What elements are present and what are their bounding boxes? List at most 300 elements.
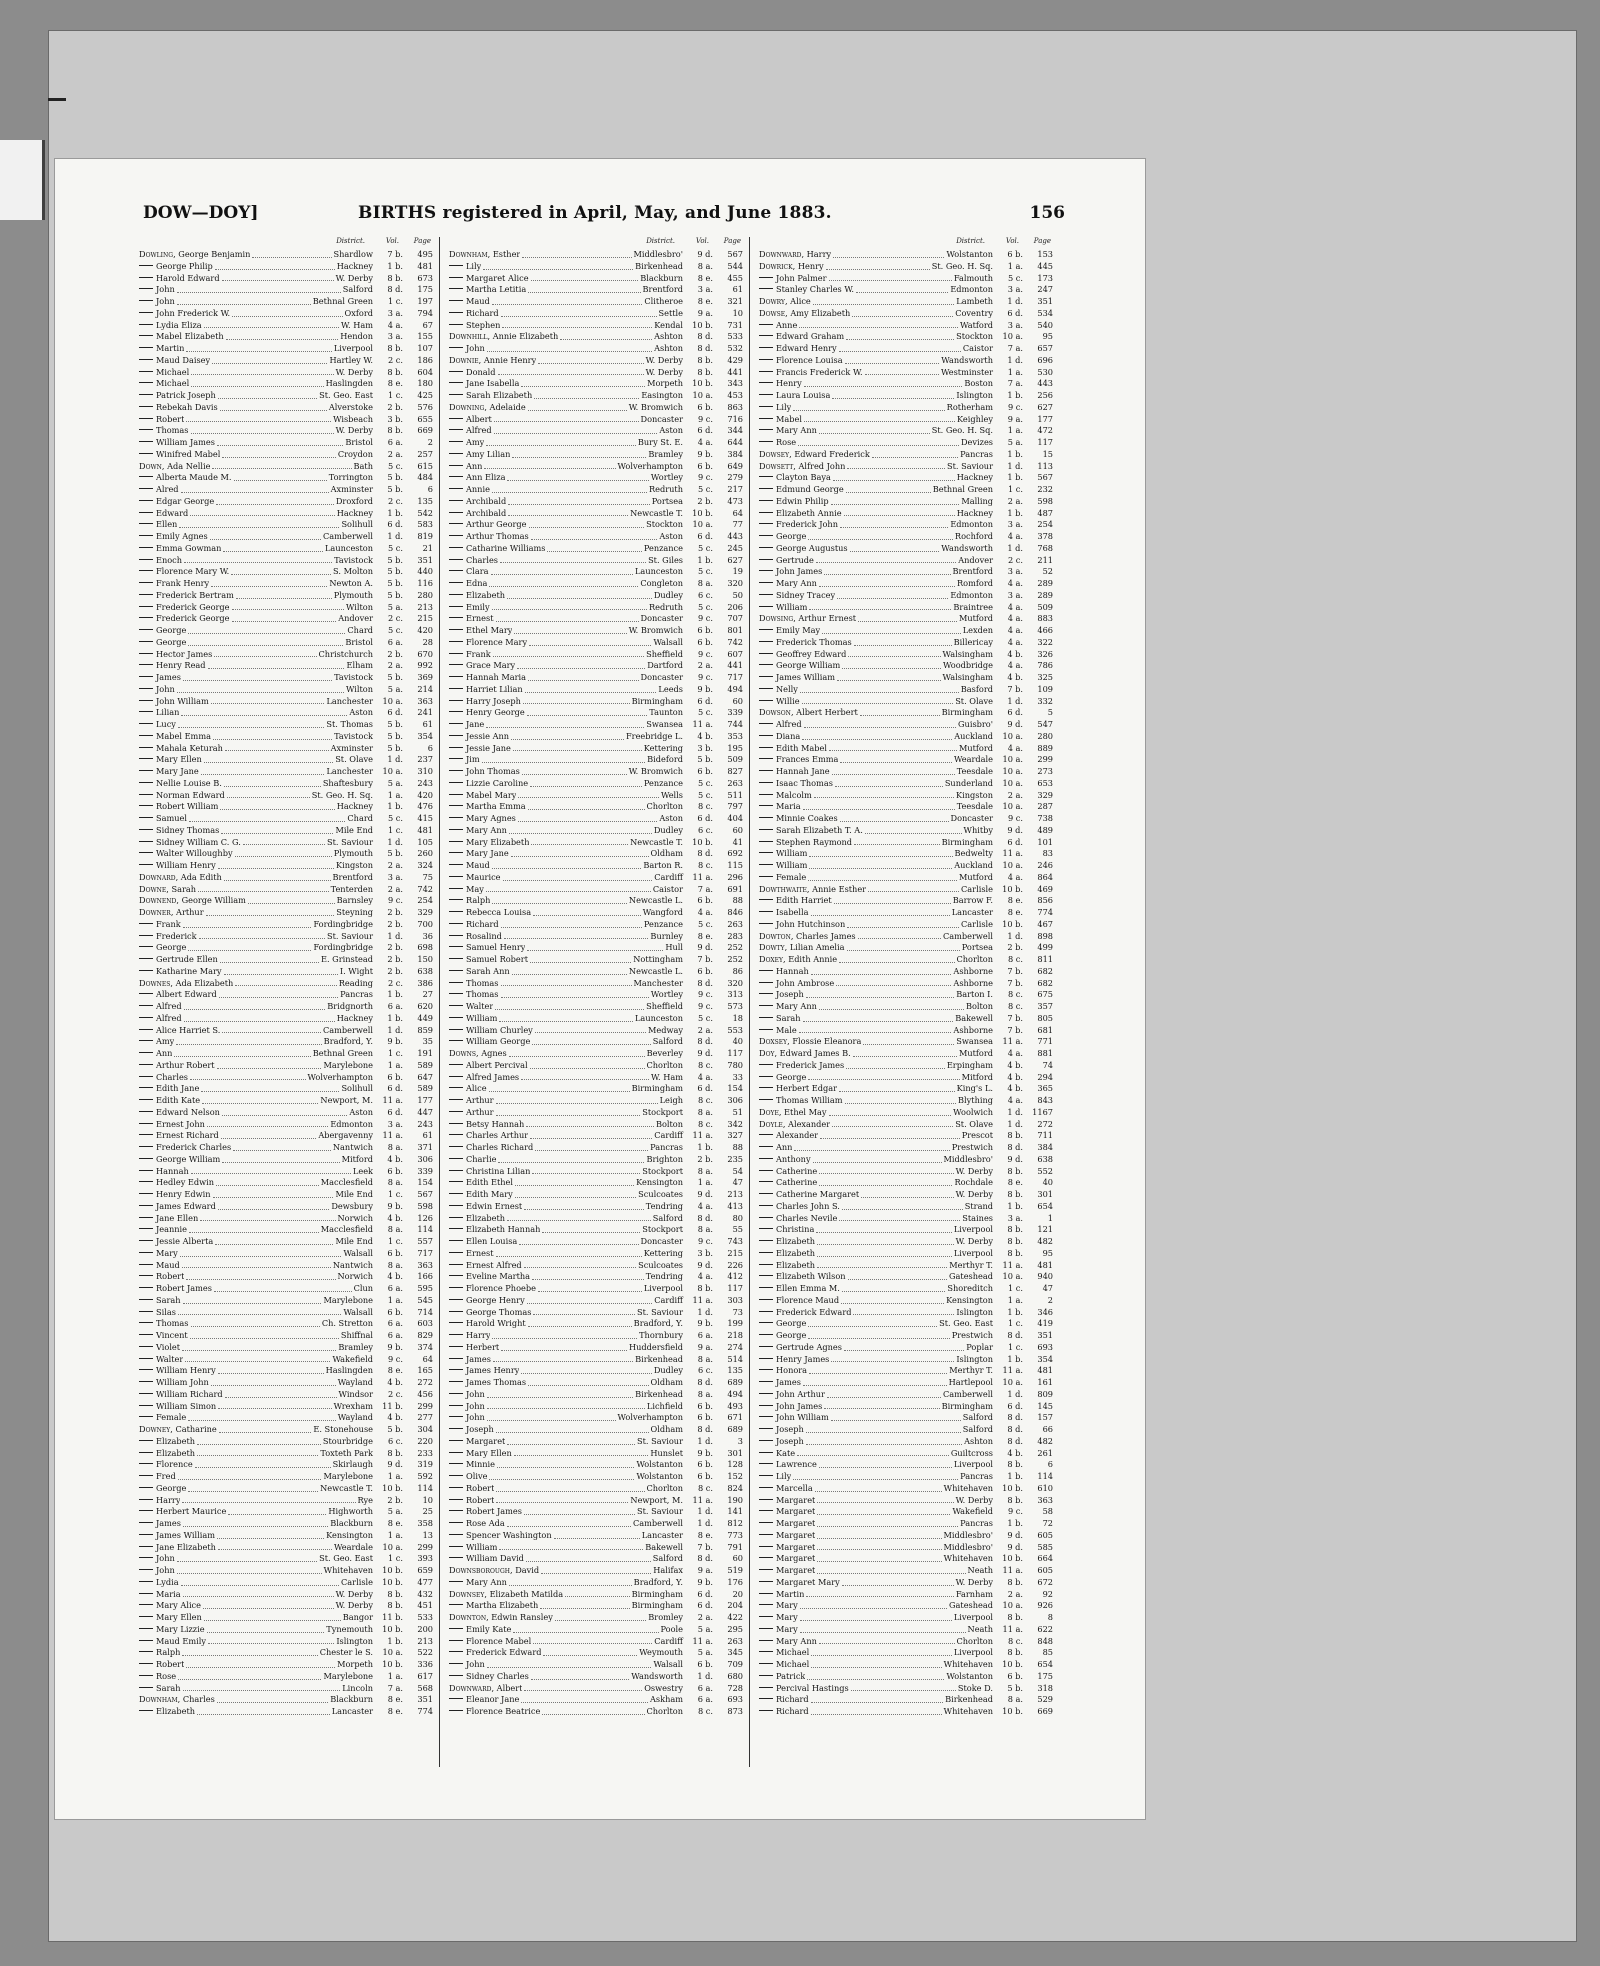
index-entry	[449, 825, 749, 837]
leader-dots	[189, 1224, 319, 1233]
index-entry	[139, 660, 439, 672]
entry-district: Blackburn	[640, 272, 683, 283]
entry-name	[139, 1154, 220, 1166]
ditto-dash	[759, 1698, 773, 1699]
entry-given-name: Maud	[466, 860, 490, 870]
entry-district: Christchurch	[318, 648, 373, 659]
index-entry	[139, 966, 439, 978]
entry-given-name: David	[515, 1565, 540, 1575]
entry-page: 321	[727, 296, 743, 306]
ditto-dash	[449, 1381, 463, 1382]
leader-dots	[234, 472, 327, 481]
entry-volume: 5 a.	[387, 777, 403, 788]
entry-name	[449, 449, 510, 461]
entry-page: 627	[1037, 401, 1053, 412]
entry-volume: 9 a.	[697, 1341, 713, 1352]
leader-dots	[528, 402, 627, 411]
entry-volume: 8 e.	[697, 296, 713, 306]
ditto-dash	[449, 1416, 463, 1417]
entry-volume: 8 b.	[387, 1447, 403, 1458]
entry-district: Wangford	[642, 907, 683, 917]
ditto-dash	[759, 277, 773, 278]
index-entry	[139, 1506, 439, 1518]
leader-dots	[201, 766, 325, 775]
entry-page: 657	[1037, 343, 1053, 353]
ditto-dash	[759, 1299, 773, 1300]
leader-dots	[248, 895, 335, 904]
entry-given-name: Florence Louisa	[776, 354, 843, 365]
leader-dots	[542, 1706, 644, 1715]
entry-name	[139, 1330, 188, 1342]
ditto-dash	[449, 1064, 463, 1065]
leader-dots	[844, 508, 955, 517]
ditto-dash	[449, 1275, 463, 1276]
entry-given-name: Robert	[156, 413, 185, 424]
ditto-dash	[449, 1264, 463, 1265]
entry-name	[139, 1048, 172, 1060]
entry-given-name: Alexander	[788, 1118, 831, 1129]
index-entry	[139, 754, 439, 766]
entry-page: 121	[1037, 1224, 1053, 1235]
entry-given-name: Hannah	[776, 965, 809, 976]
ditto-dash	[139, 1076, 153, 1077]
ditto-dash	[139, 500, 153, 501]
entry-volume: 6 d.	[697, 531, 713, 541]
entry-name	[449, 907, 531, 919]
entry-name	[139, 1201, 216, 1213]
leader-dots	[492, 1330, 637, 1339]
ditto-dash	[449, 300, 463, 301]
entry-volume: 8 b.	[1007, 1612, 1023, 1622]
entry-page: 226	[727, 1259, 743, 1270]
entry-name	[139, 1260, 180, 1272]
index-entry	[139, 907, 439, 919]
index-entry	[449, 801, 749, 813]
leader-dots	[806, 1424, 961, 1433]
entry-district: Chorlton	[956, 1635, 993, 1646]
leader-dots	[827, 1389, 941, 1398]
entry-volume: 6 b.	[697, 965, 713, 976]
entry-given-name: Emily Agnes	[156, 531, 208, 541]
entry-page: 422	[727, 1612, 743, 1622]
leader-dots	[804, 719, 956, 728]
entry-volume: 2 a.	[1007, 789, 1023, 800]
index-entry	[449, 472, 749, 484]
entry-district: Liverpool	[953, 1224, 993, 1235]
index-entry	[449, 1307, 749, 1319]
index-entry	[449, 555, 749, 567]
entry-page: 707	[727, 613, 743, 624]
entry-given-name: John	[466, 1388, 485, 1399]
entry-district: Bradford, Y.	[633, 1318, 683, 1329]
entry-given-name: Margaret	[466, 1435, 506, 1446]
ditto-dash	[449, 1193, 463, 1194]
leader-dots	[863, 1036, 954, 1045]
entry-given-name: Lydia	[156, 1576, 179, 1587]
index-entry	[759, 1483, 1059, 1495]
entry-volume: 8 c.	[698, 1482, 713, 1493]
index-entry	[139, 1495, 439, 1507]
entry-name	[449, 813, 516, 825]
entry-given-name: Marcella	[776, 1482, 813, 1493]
ditto-dash	[449, 1087, 463, 1088]
index-entry	[139, 484, 439, 496]
leader-dots	[565, 1589, 629, 1598]
entry-district: Islington	[956, 1353, 993, 1364]
entry-name	[139, 1624, 205, 1636]
entry-given-name: Rosalind	[466, 930, 502, 941]
entry-page: 654	[1037, 1659, 1053, 1669]
ditto-dash	[139, 1534, 153, 1535]
entry-page: 511	[727, 789, 743, 800]
entry-given-name: Stephen	[466, 319, 501, 330]
entry-page: 482	[1037, 1435, 1053, 1446]
entry-given-name: Arthur	[466, 1106, 494, 1117]
entry-page: 113	[1037, 460, 1053, 471]
ditto-dash	[139, 664, 153, 665]
entry-volume: 4 b.	[387, 1271, 403, 1282]
entry-page: 166	[417, 1271, 433, 1282]
entry-name	[139, 813, 187, 825]
ditto-dash	[759, 735, 773, 736]
entry-given-name: Ann	[776, 1142, 793, 1152]
entry-given-name: Isabella	[776, 907, 809, 917]
leader-dots	[872, 449, 958, 458]
entry-name: Downey, Catharine	[139, 1424, 217, 1434]
entry-district: Marylebone	[323, 1294, 373, 1305]
entry-volume: 10 b.	[1002, 1659, 1023, 1669]
entry-volume: 11 a.	[692, 719, 713, 729]
leader-dots	[492, 895, 627, 904]
leader-dots	[861, 1189, 953, 1198]
entry-district: Auckland	[954, 730, 993, 741]
index-entry	[139, 508, 439, 520]
index-entry	[449, 1213, 749, 1225]
index-entry	[759, 284, 1059, 296]
index-entry	[139, 414, 439, 426]
entry-district: Braintree	[953, 601, 993, 612]
ditto-dash	[449, 570, 463, 571]
entry-volume: 6 a.	[697, 1682, 713, 1693]
entry-page: 332	[1037, 695, 1053, 706]
entry-surname: Doyle	[759, 1118, 783, 1129]
entry-given-name: John William	[156, 695, 209, 706]
leader-dots	[513, 743, 642, 752]
entry-page: 310	[417, 766, 433, 776]
entry-district: Birkenhead	[635, 1353, 683, 1364]
entry-volume: 9 c.	[698, 989, 713, 1000]
ditto-dash	[139, 735, 153, 736]
leader-dots	[183, 1683, 341, 1692]
entry-volume: 6 d.	[387, 707, 403, 718]
entry-given-name: John Arthur	[776, 1388, 825, 1399]
entry-volume: 5 b.	[387, 730, 403, 741]
entry-given-name: Sarah	[156, 1682, 181, 1693]
ditto-dash	[759, 335, 773, 336]
entry-district: Medway	[648, 1024, 683, 1035]
entry-district: Solihull	[341, 519, 373, 530]
ditto-dash	[759, 782, 773, 783]
entry-district: Cardiff	[654, 1294, 683, 1305]
entry-given-name: Harold Edward	[156, 272, 220, 283]
ditto-dash	[139, 923, 153, 924]
entry-given-name: Jessie Ann	[466, 730, 510, 741]
entry-volume: 6 b.	[697, 1400, 713, 1411]
entry-name	[759, 1389, 825, 1401]
index-entry	[449, 919, 749, 931]
index-entry	[449, 1636, 749, 1648]
entry-volume: 10 a.	[1002, 730, 1023, 741]
entry-volume: 1 b.	[1007, 1471, 1023, 1481]
entry-volume: 1 c.	[388, 824, 403, 835]
entry-page: 812	[727, 1518, 743, 1528]
entry-given-name: Harriet Lilian	[466, 683, 523, 694]
entry-volume: 6 b.	[697, 1412, 713, 1423]
entry-name	[139, 425, 189, 437]
index-entry	[759, 1553, 1059, 1565]
entry-district: Alverstoke	[328, 401, 373, 412]
entry-name	[139, 1130, 219, 1142]
entry-volume: 1 c.	[1008, 1283, 1023, 1293]
entry-district: Pancras	[960, 448, 993, 459]
entry-page: 165	[417, 1365, 433, 1376]
ditto-dash	[139, 535, 153, 536]
entry-page: 484	[417, 472, 433, 483]
entry-page: 495	[417, 249, 433, 259]
entry-given-name: Henry Read	[156, 660, 206, 671]
index-entry	[139, 778, 439, 790]
entry-page: 2	[1047, 1294, 1053, 1305]
ditto-dash	[449, 641, 463, 642]
leader-dots	[183, 672, 332, 681]
index-entry	[759, 731, 1059, 743]
entry-name	[759, 1412, 829, 1424]
entry-page: 455	[727, 272, 743, 283]
entry-name	[449, 1459, 495, 1471]
entry-district: Leeds	[658, 683, 683, 694]
entry-district: Mile End	[335, 1189, 373, 1199]
index-entry	[139, 1271, 439, 1283]
leader-dots	[819, 1166, 953, 1175]
entry-name	[449, 1166, 530, 1178]
index-entry	[139, 1107, 439, 1119]
entry-name: Downsey, Elizabeth Matilda	[449, 1588, 564, 1599]
index-entry	[139, 1213, 439, 1225]
entry-volume: 2 a.	[387, 883, 403, 894]
entry-given-name: Henry James	[776, 1353, 830, 1364]
index-entry	[139, 1072, 439, 1084]
entry-page: 233	[417, 1447, 433, 1458]
entry-district: Bradford, Y.	[633, 1576, 683, 1587]
leader-dots	[840, 519, 948, 528]
ditto-dash	[139, 594, 153, 595]
ditto-dash	[139, 1557, 153, 1558]
entry-given-name: Charles James	[796, 930, 856, 941]
entry-given-name: Fred	[156, 1471, 176, 1481]
entry-given-name: Joseph	[776, 1424, 804, 1434]
entry-volume: 7 b.	[1007, 1024, 1023, 1035]
entry-volume: 9 c.	[1008, 813, 1023, 823]
leader-dots	[220, 954, 319, 963]
leader-dots	[204, 754, 333, 763]
leader-dots	[842, 1577, 954, 1586]
entry-name	[139, 637, 186, 649]
entry-surname: Dowling	[139, 249, 174, 259]
entry-name	[449, 1318, 526, 1330]
ditto-dash	[449, 888, 463, 889]
entry-district: Walsingham	[942, 672, 993, 682]
entry-name	[139, 1589, 181, 1601]
entry-name	[139, 625, 186, 637]
entry-name	[139, 1565, 175, 1577]
entry-given-name: Agnes	[481, 1048, 507, 1058]
ditto-dash	[139, 1217, 153, 1218]
entry-volume: 6 d.	[387, 519, 403, 530]
entry-volume: 11 a.	[1002, 1623, 1023, 1634]
entry-name	[759, 1448, 795, 1460]
entry-district: Askham	[650, 1694, 683, 1705]
index-entry	[139, 625, 439, 637]
leader-dots	[854, 837, 940, 846]
entry-given-name: Harry	[156, 1494, 181, 1505]
ditto-dash	[449, 993, 463, 994]
index-entry	[759, 261, 1059, 273]
entry-page: 28	[422, 636, 433, 647]
entry-name	[139, 496, 214, 508]
entry-surname: Doxsey	[759, 1036, 788, 1047]
entry-name	[759, 860, 807, 872]
entry-name	[449, 296, 490, 308]
entry-volume: 9 b.	[697, 683, 713, 694]
entry-surname: Doye	[759, 1106, 779, 1117]
entry-page: 669	[1037, 1706, 1053, 1716]
entry-district: Whitehaven	[323, 1565, 373, 1575]
entry-name: Dowse, Amy Elizabeth	[759, 307, 851, 318]
entry-volume: 1 b.	[387, 1635, 403, 1646]
entry-volume: 4 a.	[1007, 742, 1023, 753]
ditto-dash	[449, 277, 463, 278]
entry-district: St. Thomas	[326, 719, 373, 729]
entry-page: 154	[727, 1083, 743, 1094]
leader-dots	[222, 273, 334, 282]
entry-district: Skirlaugh	[332, 1459, 373, 1470]
entry-volume: 4 a.	[697, 1200, 713, 1211]
index-entry	[759, 249, 1059, 261]
entry-given-name: Hannah Jane	[776, 766, 830, 776]
leader-dots	[223, 543, 323, 552]
index-entry	[139, 801, 439, 813]
entry-district: Gateshead	[949, 1600, 993, 1611]
entry-volume: 8 d.	[697, 1212, 713, 1223]
entry-given-name: John Palmer	[776, 272, 827, 283]
leader-dots	[183, 919, 312, 928]
entry-name	[139, 860, 216, 872]
entry-given-name: Esther	[492, 249, 521, 259]
ditto-dash	[449, 1181, 463, 1182]
entry-district: Carlisle	[961, 883, 993, 894]
entry-district: Haslingden	[325, 1365, 373, 1376]
index-entry	[449, 414, 749, 426]
ditto-dash	[449, 1217, 463, 1218]
leader-dots	[527, 1295, 653, 1304]
ditto-dash	[449, 782, 463, 783]
leader-dots	[851, 1683, 956, 1692]
leader-dots	[841, 1295, 944, 1304]
ditto-dash	[139, 547, 153, 548]
entry-district: Pancras	[960, 1471, 993, 1481]
entry-name	[759, 1354, 829, 1366]
heading-vol: Vol.	[385, 237, 399, 245]
entry-page: 672	[1037, 1576, 1053, 1587]
index-entry	[449, 1260, 749, 1272]
entry-name	[759, 1201, 840, 1213]
leader-dots	[204, 1612, 341, 1621]
entry-given-name: Vincent	[156, 1330, 188, 1340]
entry-page: 245	[727, 542, 743, 553]
entry-district: Tendring	[645, 1200, 683, 1211]
entry-page: 378	[1037, 531, 1053, 541]
entry-district: Walsall	[343, 1306, 373, 1317]
entry-volume: 8 a.	[1007, 1694, 1023, 1705]
entry-name	[139, 989, 217, 1001]
entry-given-name: Jessie Alberta	[156, 1236, 214, 1246]
entry-volume: 1 d.	[697, 1670, 713, 1681]
entry-given-name: John Frederick W.	[156, 307, 231, 318]
leader-dots	[842, 660, 941, 669]
leader-dots	[216, 496, 334, 505]
entry-page: 303	[727, 1294, 743, 1305]
entry-name: Dowson, Albert Herbert	[759, 707, 858, 718]
entry-page: 453	[727, 390, 743, 400]
entry-name	[759, 1166, 817, 1178]
entry-volume: 1 c.	[388, 390, 403, 400]
leader-dots	[832, 390, 954, 399]
leader-dots	[184, 1013, 335, 1022]
entry-given-name: Edwin Ransley	[491, 1612, 553, 1622]
entry-page: 859	[417, 1024, 433, 1035]
entry-district: Cardiff	[654, 1130, 683, 1141]
leader-dots	[819, 1459, 952, 1468]
leader-dots	[865, 367, 939, 376]
index-entry	[449, 1412, 749, 1424]
entry-district: Wolverhampton	[617, 1412, 683, 1423]
entry-page: 64	[732, 507, 743, 518]
entry-page: 445	[1037, 260, 1053, 271]
ditto-dash	[759, 970, 773, 971]
entry-volume: 6 d.	[697, 1600, 713, 1611]
entry-given-name: Mary Lizzie	[156, 1623, 205, 1634]
entry-volume: 6 a.	[387, 636, 403, 647]
entry-volume: 8 c.	[1008, 1001, 1023, 1011]
index-entry	[139, 637, 439, 649]
entry-district: Mutford	[958, 613, 993, 624]
index-entry	[139, 555, 439, 567]
entry-district: Liverpool	[953, 1647, 993, 1658]
entry-name	[139, 1401, 216, 1413]
entry-page: 180	[417, 378, 433, 389]
entry-page: 86	[732, 965, 743, 976]
entry-district: Bury St. E.	[637, 437, 683, 447]
entry-name	[759, 754, 838, 766]
entry-volume: 5 b.	[387, 589, 403, 600]
entry-district: Andover	[338, 613, 373, 624]
ditto-dash	[759, 1358, 773, 1359]
entry-name: Downes, Ada Elizabeth	[139, 977, 234, 988]
index-entry	[449, 1095, 749, 1107]
leader-dots	[492, 296, 643, 305]
entry-volume: 4 a.	[1007, 531, 1023, 541]
entry-given-name: Arthur Robert	[156, 1059, 215, 1070]
